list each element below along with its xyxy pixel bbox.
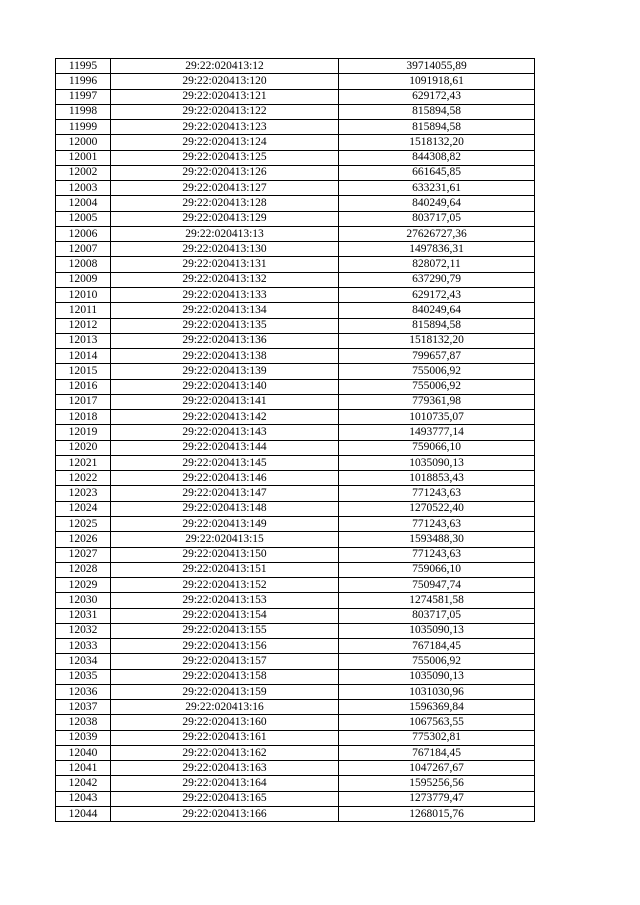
- table-row: [56, 578, 535, 593]
- cadastral-number-cell: 29:22:020413:120: [111, 74, 339, 89]
- cadastral-value-cell: 1035090,13: [339, 669, 535, 684]
- row-number-cell: 11999: [56, 120, 111, 135]
- table-row: [56, 272, 535, 287]
- cadastral-number-cell: 29:22:020413:164: [111, 776, 339, 791]
- row-number-cell: 12041: [56, 761, 111, 776]
- cadastral-value-cell: 755006,92: [339, 364, 535, 379]
- table-row: [56, 287, 535, 302]
- row-number-cell: 12003: [56, 181, 111, 196]
- table-row: [56, 532, 535, 547]
- row-number-cell: 12002: [56, 165, 111, 180]
- table-body: [56, 59, 535, 822]
- cadastral-value-cell: 1595256,56: [339, 776, 535, 791]
- table-row: [56, 211, 535, 226]
- row-number-cell: 12009: [56, 272, 111, 287]
- row-number-cell: 12017: [56, 394, 111, 409]
- table-row: [56, 471, 535, 486]
- table-row: [56, 196, 535, 211]
- table-row: [56, 791, 535, 806]
- cadastral-number-cell: 29:22:020413:145: [111, 455, 339, 470]
- cadastral-value-cell: 1593488,30: [339, 532, 535, 547]
- cadastral-value-cell: 767184,45: [339, 639, 535, 654]
- cadastral-number-cell: 29:22:020413:160: [111, 715, 339, 730]
- cadastral-number-cell: 29:22:020413:158: [111, 669, 339, 684]
- row-number-cell: 12040: [56, 745, 111, 760]
- row-number-cell: 11998: [56, 104, 111, 119]
- table-row: [56, 593, 535, 608]
- cadastral-value-cell: 1035090,13: [339, 455, 535, 470]
- row-number-cell: 12028: [56, 562, 111, 577]
- table-row: [56, 242, 535, 257]
- cadastral-number-cell: 29:22:020413:125: [111, 150, 339, 165]
- cadastral-number-cell: 29:22:020413:135: [111, 318, 339, 333]
- cadastral-number-cell: 29:22:020413:146: [111, 471, 339, 486]
- cadastral-number-cell: 29:22:020413:163: [111, 761, 339, 776]
- row-number-cell: 12013: [56, 333, 111, 348]
- cadastral-number-cell: 29:22:020413:138: [111, 349, 339, 364]
- cadastral-value-cell: 1010735,07: [339, 410, 535, 425]
- cadastral-value-cell: 779361,98: [339, 394, 535, 409]
- cadastral-number-cell: 29:22:020413:144: [111, 440, 339, 455]
- row-number-cell: 11997: [56, 89, 111, 104]
- table-row: [56, 776, 535, 791]
- cadastral-number-cell: 29:22:020413:15: [111, 532, 339, 547]
- cadastral-value-cell: 815894,58: [339, 104, 535, 119]
- row-number-cell: 12024: [56, 501, 111, 516]
- cadastral-number-cell: 29:22:020413:121: [111, 89, 339, 104]
- table-row: [56, 745, 535, 760]
- table-row: [56, 715, 535, 730]
- row-number-cell: 12030: [56, 593, 111, 608]
- cadastral-value-cell: 771243,63: [339, 547, 535, 562]
- row-number-cell: 12031: [56, 608, 111, 623]
- cadastral-number-cell: 29:22:020413:149: [111, 516, 339, 531]
- table-row: [56, 440, 535, 455]
- cadastral-value-cell: 840249,64: [339, 196, 535, 211]
- cadastral-number-cell: 29:22:020413:159: [111, 684, 339, 699]
- row-number-cell: 12032: [56, 623, 111, 638]
- cadastral-number-cell: 29:22:020413:123: [111, 120, 339, 135]
- cadastral-value-cell: 771243,63: [339, 486, 535, 501]
- table-row: [56, 150, 535, 165]
- row-number-cell: 12004: [56, 196, 111, 211]
- cadastral-value-cell: 750947,74: [339, 578, 535, 593]
- row-number-cell: 12012: [56, 318, 111, 333]
- cadastral-value-cell: 629172,43: [339, 89, 535, 104]
- table-row: [56, 333, 535, 348]
- table-row: [56, 516, 535, 531]
- table-row: [56, 807, 535, 822]
- cadastral-number-cell: 29:22:020413:162: [111, 745, 339, 760]
- cadastral-value-cell: 39714055,89: [339, 59, 535, 74]
- row-number-cell: 12036: [56, 684, 111, 699]
- cadastral-value-cell: 1018853,43: [339, 471, 535, 486]
- table-row: [56, 89, 535, 104]
- table-row: [56, 226, 535, 241]
- row-number-cell: 12001: [56, 150, 111, 165]
- cadastral-number-cell: 29:22:020413:139: [111, 364, 339, 379]
- cadastral-value-cell: 759066,10: [339, 562, 535, 577]
- cadastral-value-cell: 844308,82: [339, 150, 535, 165]
- cadastral-number-cell: 29:22:020413:12: [111, 59, 339, 74]
- cadastral-value-cell: 815894,58: [339, 318, 535, 333]
- cadastral-value-cell: 1518132,20: [339, 135, 535, 150]
- cadastral-value-cell: 661645,85: [339, 165, 535, 180]
- cadastral-number-cell: 29:22:020413:16: [111, 700, 339, 715]
- row-number-cell: 12007: [56, 242, 111, 257]
- row-number-cell: 12019: [56, 425, 111, 440]
- table-row: [56, 425, 535, 440]
- table-row: [56, 303, 535, 318]
- table-row: [56, 135, 535, 150]
- row-number-cell: 12021: [56, 455, 111, 470]
- cadastral-number-cell: 29:22:020413:124: [111, 135, 339, 150]
- cadastral-number-cell: 29:22:020413:128: [111, 196, 339, 211]
- table-row: [56, 74, 535, 89]
- cadastral-number-cell: 29:22:020413:142: [111, 410, 339, 425]
- table-row: [56, 669, 535, 684]
- row-number-cell: 12039: [56, 730, 111, 745]
- table-row: [56, 59, 535, 74]
- table-row: [56, 349, 535, 364]
- cadastral-number-cell: 29:22:020413:130: [111, 242, 339, 257]
- table-row: [56, 700, 535, 715]
- cadastral-value-cell: 1270522,40: [339, 501, 535, 516]
- row-number-cell: 12014: [56, 349, 111, 364]
- row-number-cell: 12037: [56, 700, 111, 715]
- table-row: [56, 318, 535, 333]
- cadastral-value-cell: 1091918,61: [339, 74, 535, 89]
- cadastral-number-cell: 29:22:020413:150: [111, 547, 339, 562]
- table-row: [56, 547, 535, 562]
- cadastral-value-cell: 840249,64: [339, 303, 535, 318]
- table-row: [56, 486, 535, 501]
- cadastral-number-cell: 29:22:020413:140: [111, 379, 339, 394]
- row-number-cell: 12015: [56, 364, 111, 379]
- row-number-cell: 12005: [56, 211, 111, 226]
- cadastral-number-cell: 29:22:020413:141: [111, 394, 339, 409]
- row-number-cell: 12035: [56, 669, 111, 684]
- row-number-cell: 12008: [56, 257, 111, 272]
- row-number-cell: 12026: [56, 532, 111, 547]
- row-number-cell: 12020: [56, 440, 111, 455]
- row-number-cell: 12018: [56, 410, 111, 425]
- cadastral-number-cell: 29:22:020413:156: [111, 639, 339, 654]
- cadastral-number-cell: 29:22:020413:126: [111, 165, 339, 180]
- row-number-cell: 12022: [56, 471, 111, 486]
- table-row: [56, 639, 535, 654]
- cadastral-number-cell: 29:22:020413:166: [111, 807, 339, 822]
- cadastral-number-cell: 29:22:020413:165: [111, 791, 339, 806]
- table-row: [56, 410, 535, 425]
- table-row: [56, 623, 535, 638]
- cadastral-number-cell: 29:22:020413:152: [111, 578, 339, 593]
- cadastral-value-cell: 1274581,58: [339, 593, 535, 608]
- cadastral-number-cell: 29:22:020413:133: [111, 287, 339, 302]
- table-row: [56, 181, 535, 196]
- cadastral-value-cell: 629172,43: [339, 287, 535, 302]
- row-number-cell: 12033: [56, 639, 111, 654]
- row-number-cell: 12000: [56, 135, 111, 150]
- cadastral-value-cell: 767184,45: [339, 745, 535, 760]
- cadastral-value-cell: 637290,79: [339, 272, 535, 287]
- cadastral-number-cell: 29:22:020413:153: [111, 593, 339, 608]
- cadastral-value-cell: 828072,11: [339, 257, 535, 272]
- table-row: [56, 654, 535, 669]
- cadastral-value-cell: 1268015,76: [339, 807, 535, 822]
- cadastral-number-cell: 29:22:020413:132: [111, 272, 339, 287]
- row-number-cell: 12010: [56, 287, 111, 302]
- cadastral-value-table: [55, 58, 535, 822]
- cadastral-value-cell: 27626727,36: [339, 226, 535, 241]
- row-number-cell: 11996: [56, 74, 111, 89]
- row-number-cell: 12044: [56, 807, 111, 822]
- cadastral-number-cell: 29:22:020413:143: [111, 425, 339, 440]
- cadastral-value-cell: 1596369,84: [339, 700, 535, 715]
- row-number-cell: 12011: [56, 303, 111, 318]
- cadastral-value-cell: 1497836,31: [339, 242, 535, 257]
- cadastral-number-cell: 29:22:020413:154: [111, 608, 339, 623]
- table-row: [56, 730, 535, 745]
- table-row: [56, 379, 535, 394]
- cadastral-value-cell: 755006,92: [339, 654, 535, 669]
- cadastral-number-cell: 29:22:020413:131: [111, 257, 339, 272]
- row-number-cell: 12027: [56, 547, 111, 562]
- cadastral-number-cell: 29:22:020413:147: [111, 486, 339, 501]
- cadastral-value-cell: 755006,92: [339, 379, 535, 394]
- cadastral-value-cell: 815894,58: [339, 120, 535, 135]
- cadastral-number-cell: 29:22:020413:127: [111, 181, 339, 196]
- cadastral-number-cell: 29:22:020413:136: [111, 333, 339, 348]
- cadastral-value-cell: 803717,05: [339, 608, 535, 623]
- row-number-cell: 12042: [56, 776, 111, 791]
- row-number-cell: 12043: [56, 791, 111, 806]
- cadastral-number-cell: 29:22:020413:148: [111, 501, 339, 516]
- table-row: [56, 257, 535, 272]
- cadastral-number-cell: 29:22:020413:157: [111, 654, 339, 669]
- cadastral-value-cell: 775302,81: [339, 730, 535, 745]
- row-number-cell: 12029: [56, 578, 111, 593]
- cadastral-number-cell: 29:22:020413:161: [111, 730, 339, 745]
- cadastral-value-cell: 1493777,14: [339, 425, 535, 440]
- cadastral-value-cell: 1273779,47: [339, 791, 535, 806]
- row-number-cell: 12016: [56, 379, 111, 394]
- table-row: [56, 684, 535, 699]
- table-row: [56, 501, 535, 516]
- table-row: [56, 394, 535, 409]
- cadastral-value-cell: 771243,63: [339, 516, 535, 531]
- cadastral-value-cell: 1518132,20: [339, 333, 535, 348]
- cadastral-value-cell: 633231,61: [339, 181, 535, 196]
- cadastral-value-cell: 759066,10: [339, 440, 535, 455]
- cadastral-value-cell: 1067563,55: [339, 715, 535, 730]
- table-row: [56, 165, 535, 180]
- cadastral-value-cell: 799657,87: [339, 349, 535, 364]
- cadastral-number-cell: 29:22:020413:155: [111, 623, 339, 638]
- row-number-cell: 12034: [56, 654, 111, 669]
- row-number-cell: 12038: [56, 715, 111, 730]
- table-row: [56, 364, 535, 379]
- table-row: [56, 562, 535, 577]
- cadastral-number-cell: 29:22:020413:13: [111, 226, 339, 241]
- table-row: [56, 120, 535, 135]
- row-number-cell: 11995: [56, 59, 111, 74]
- cadastral-number-cell: 29:22:020413:134: [111, 303, 339, 318]
- table-row: [56, 608, 535, 623]
- cadastral-value-cell: 1047267,67: [339, 761, 535, 776]
- cadastral-value-cell: 803717,05: [339, 211, 535, 226]
- cadastral-number-cell: 29:22:020413:151: [111, 562, 339, 577]
- cadastral-number-cell: 29:22:020413:129: [111, 211, 339, 226]
- row-number-cell: 12025: [56, 516, 111, 531]
- cadastral-value-cell: 1031030,96: [339, 684, 535, 699]
- table-row: [56, 104, 535, 119]
- table-row: [56, 455, 535, 470]
- row-number-cell: 12006: [56, 226, 111, 241]
- cadastral-number-cell: 29:22:020413:122: [111, 104, 339, 119]
- table-row: [56, 761, 535, 776]
- cadastral-value-cell: 1035090,13: [339, 623, 535, 638]
- row-number-cell: 12023: [56, 486, 111, 501]
